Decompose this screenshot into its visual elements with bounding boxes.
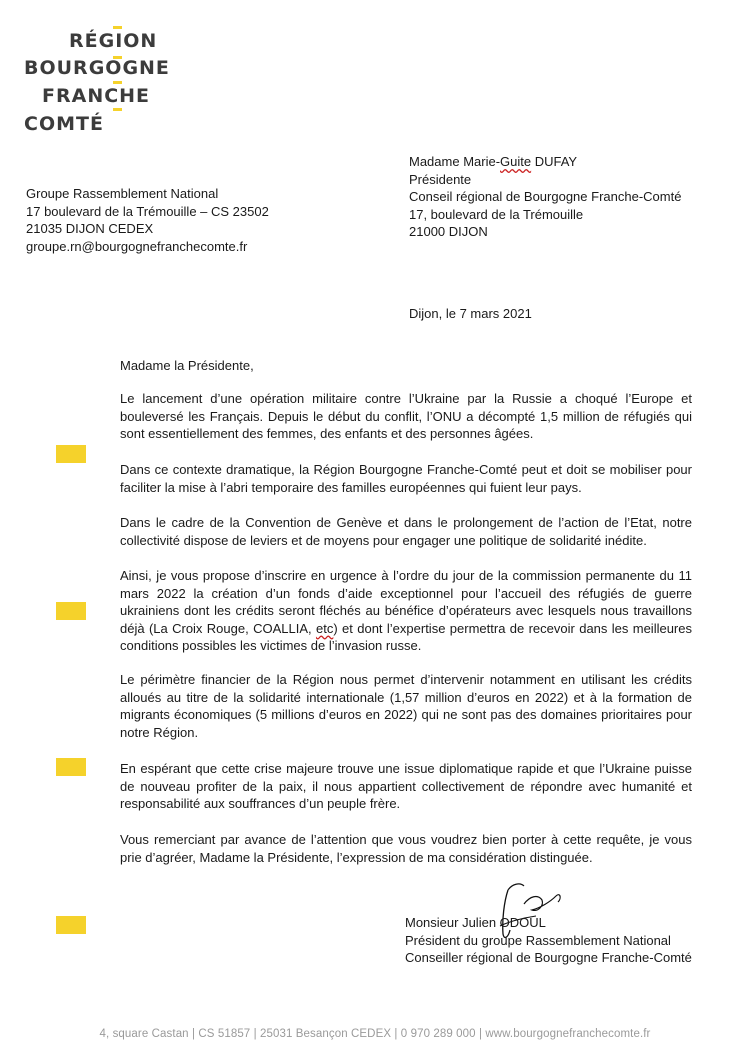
recipient-organization: Conseil régional de Bourgogne Franche-Comté <box>409 189 682 204</box>
signatory-role-1: Président du groupe Rassemblement National <box>405 932 671 948</box>
logo-accent-bar <box>113 81 122 84</box>
paragraph-4-underlined: etc <box>315 620 334 636</box>
logo-line-2: BOURGOGNE <box>24 57 170 79</box>
body-paragraph-7: Vous remerciant par avance de l’attention que vous voudrez bien porter à cette requête, je vous prie d’agréer, Madame la Présidente, l’expression de ma considération distinguée. <box>120 832 692 865</box>
signatory-role-2: Conseiller régional de Bourgogne Franche-Comté <box>405 950 692 965</box>
sender-line-1: Groupe Rassemblement National <box>26 186 219 201</box>
logo-line-3: FRANCHE <box>42 85 151 107</box>
signatory-name: Monsieur Julien ODOUL <box>405 915 546 930</box>
recipient-street: 17, boulevard de la Trémouille <box>409 206 584 222</box>
recipient-city: 21000 DIJON <box>409 224 488 239</box>
logo-line-4: COMTÉ <box>24 113 104 135</box>
recipient-title: Présidente <box>409 171 472 187</box>
sender-line-2: 17 boulevard de la Trémouille – CS 23502 <box>26 203 269 219</box>
highlight-marker <box>56 445 86 463</box>
body-paragraph-1: Le lancement d’une opération militaire contre l’Ukraine par la Russie a choqué l’Europe et bouleversé les Français. Depuis le début du conflit, l’ONU a décompté 1,5 million de réfugiés qui sont essentiellement des femmes, des enfants et des personnes âgées. <box>120 391 692 441</box>
recipient-name-suffix: DUFAY <box>531 154 578 169</box>
salutation: Madame la Présidente, <box>120 358 254 373</box>
recipient-name-prefix: Madame Marie- <box>409 154 501 169</box>
paragraph-4-text: Ainsi, je vous propose d’inscrire en urgence à l’ordre du jour de la commission permanente du 11 mars 2022 la création d’un fonds d’aide exceptionnel pour l’accueil des réfugiés de guerre ukrainiens dont les crédits seront fléchés au bénéfice d’opérateurs avec lesquels nous travaillons déjà (La Croix Rouge, COALLIA, <box>120 568 692 636</box>
body-paragraph-3: Dans le cadre de la Convention de Genève et dans le prolongement de l’action de l’Etat, notre collectivité dispose de leviers et de moyens pour engager une politique de solidarité inédite. <box>120 515 692 548</box>
logo-accent-bar <box>113 108 122 111</box>
recipient-name <box>409 153 681 171</box>
body-paragraph-6: En espérant que cette crise majeure trouve une issue diplomatique rapide et que l’Ukraine puisse de nouveau profiter de la paix, il nous appartient collectivement de répondre avec humanité et responsabilité aux souffrances d’un peuple frère. <box>120 761 692 811</box>
body-paragraph-4 <box>120 567 692 655</box>
body-paragraph-2: Dans ce contexte dramatique, la Région Bourgogne Franche-Comté peut et doit se mobiliser pour faciliter la mise à l’abri temporaire des familles européennes qui fuient leur pays. <box>120 462 692 495</box>
recipient-name-underlined: Guite <box>500 154 532 169</box>
body-paragraph-5: Le périmètre financier de la Région nous permet d’intervenir notamment en utilisant les crédits alloués au titre de la solidarité internationale (1,57 million d’euros en 2022) et à la formation de migrants économiques (5 millions d’euros en 2022) qui ne sont pas des domaines prioritaires pour notre Région. <box>120 672 692 740</box>
sender-address <box>26 185 269 255</box>
highlight-marker <box>56 916 86 934</box>
sender-line-3: 21035 DIJON CEDEX <box>26 221 154 236</box>
region-logo <box>24 22 194 137</box>
signature-block <box>405 914 692 967</box>
logo-line-1: RÉGION <box>69 30 158 52</box>
letter-date: Dijon, le 7 mars 2021 <box>409 306 532 321</box>
logo-accent-bar <box>113 26 122 29</box>
highlight-marker <box>56 602 86 620</box>
page-footer: 4, square Castan | CS 51857 | 25031 Besançon CEDEX | 0 970 289 000 | www.bourgognefranchecomte.fr <box>99 1028 651 1040</box>
paragraph-4-text-end: ) et dont l’expertise permettra de recevoir dans les meilleures conditions possibles les victimes de l’invasion russe. <box>120 620 692 653</box>
sender-email: groupe.rn@bourgognefranchecomte.fr <box>26 238 248 254</box>
highlight-marker <box>56 758 86 776</box>
recipient-address <box>409 153 681 241</box>
